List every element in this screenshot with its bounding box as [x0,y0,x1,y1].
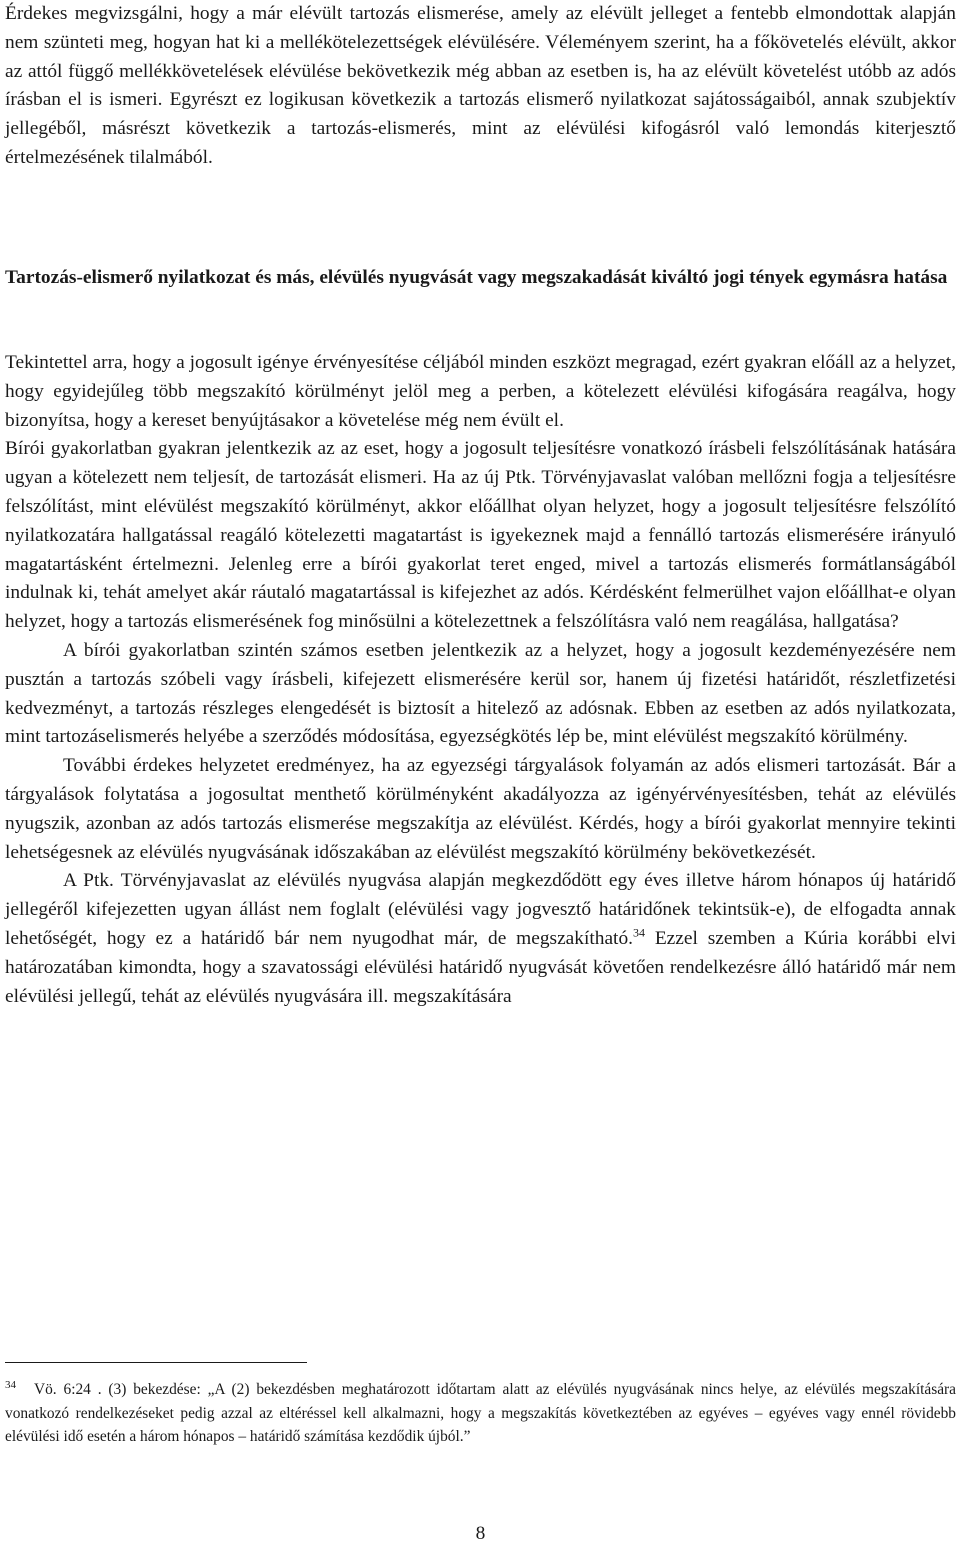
section-heading: Tartozás-elismerő nyilatkozat és más, elévülés nyugvását vagy megszakadását kiváltó jogi tények egymásra hatása [5,267,948,288]
paragraph-5-text-b: Ezzel szemben a Kúria korábbi elvi határozatában kimondta, hogy a szavatossági elévülési határidő nyugvását követően rendelkezésre álló határidő már nem elévülési jellegű, tehát az elévülés nyugvására ill. megszakítására [5,927,957,1007]
footnote-reference[interactable]: 34 [633,925,645,940]
paragraph-1: Tekintettel arra, hogy a jogosult igénye érvényesítése céljából minden eszközt megragad, ezért gyakran előáll az a helyzet, hogy egyidejűleg több megszakító körülményt jelöl meg a perben, a kötelezett elévülési kifogására reagálva, hogy bizonyítsa, hogy a kereset benyújtásakor a követelése még nem évült el. [5,352,956,431]
paragraph-3: A bírói gyakorlatban szintén számos esetben jelentkezik az a helyzet, hogy a jogosult kezdeményezésére nem pusztán a tartozás szóbeli vagy írásbeli, kifejezett elismerésére kerül sor, hanem új fizetési határidőt, részletfizetési kedvezményt, a tartozás részleges elengedését is biztosít a hitelező az adósnak. Ebben az esetben az adós nyilatkozata, mint tartozáselismerés helyébe a szerződés módosítása, egyezségkötés lép be, mint elévülést megszakító körülmény. [5,639,956,748]
paragraph-5-text-a: A Ptk. Törvényjavaslat az elévülés nyugvása alapján megkezdődött egy éves illetve három hónapos új határidő jellegéről kifejezetten ugyan állást nem foglalt (elévülési vagy jogvesztő határidőnek tekintsük-e), de elfogadta annak lehetőségét, hogy ez a határidő bár nem nyugodhat már, de megszakítható. [5,870,956,949]
section-body [5,349,956,1011]
paragraph-5 [5,867,956,1011]
footnote-text: Vö. 6:24 . (3) bekezdése: „A (2) bekezdésben meghatározott időtartam alatt az elévülés nyugvásának nincs helye, az elévülés megszakítására vonatkozó rendelkezéseket pedig azzal az eltéréssel kell alkalmazni, hogy a megszakítás következtében az egyéves – egyéves vagy ennél rövidebb elévülési idő esetén a három hónapos – határidő számítása kezdődik újból.” [5,1381,956,1446]
paragraph-intro: Érdekes megvizsgálni, hogy a már elévült tartozás elismerése, amely az elévült jelleget a fentebb elmondottak alapján nem szünteti meg, hogyan hat ki a mellékötelezettségek elévülésére. Véleményem szerint, ha a főkövetelés elévült, akkor az attól függő mellékkövetelések elévülése bekövetkezik még abban az esetben is, ha az elévült követelést utóbb az adós írásban el is ismeri. Egyrészt ez logikusan következik a tartozás elismerő nyilatkozat sajátosságaiból, annak szubjektív jellegéből, másrészt következik a tartozás-elismerés, mint az elévülési kifogásról való lemondás kiterjesztő értelmezésének tilalmából. [5,3,956,168]
paragraph-4: További érdekes helyzetet eredményez, ha az egyezségi tárgyalások folyamán az adós elismeri tartozását. Bár a tárgyalások folytatása a jogosultat menthető körülményként akadályozza az igényérvényesítésben, tehát az elévülés nyugszik, azonban az adós tartozás elismerése megszakítja az elévülést. Kérdés, hogy a bírói gyakorlat mennyire tekinti lehetségesnek az elévülés nyugvásának időszakában az elévülést megszakító körülmény bekövetkezését. [5,755,956,863]
footnote-separator [5,1362,307,1363]
paragraph-2: Bírói gyakorlatban gyakran jelentkezik az az eset, hogy a jogosult teljesítésre vonatkozó írásbeli felszólításának hatására ugyan a kötelezett nem teljesít, de tartozását elismeri. Ha az új Ptk. Törvényjavaslat valóban mellőzni fogja a teljesítésre felszólítást, mint elévülést megszakító körülményt, akkor előállhat olyan helyzet, hogy a jogosult teljesítésre felszólító nyilatkozatára hallgatással reagáló kötelezetti magatartást is igyekeznek majd a fennálló tartozás elismerésére irányuló magatartásként értelmezni. Jelenleg erre a bírói gyakorlat teret enged, mivel a tartozás elismerés formátlanságából indulnak ki, tehát amelyet akár ráutaló magatartással is kifejezhet az adós. Kérdésként felmerülhet vajon előállhat-e olyan helyzet, hogy a tartozás elismerésének fog minősülni a kötelezettnek a felszólításra való nem reagálása, hallgatása? [5,438,956,633]
footnote [5,1378,956,1449]
footnote-number: 34 [5,1378,16,1391]
page-number: 8 [475,1523,486,1544]
